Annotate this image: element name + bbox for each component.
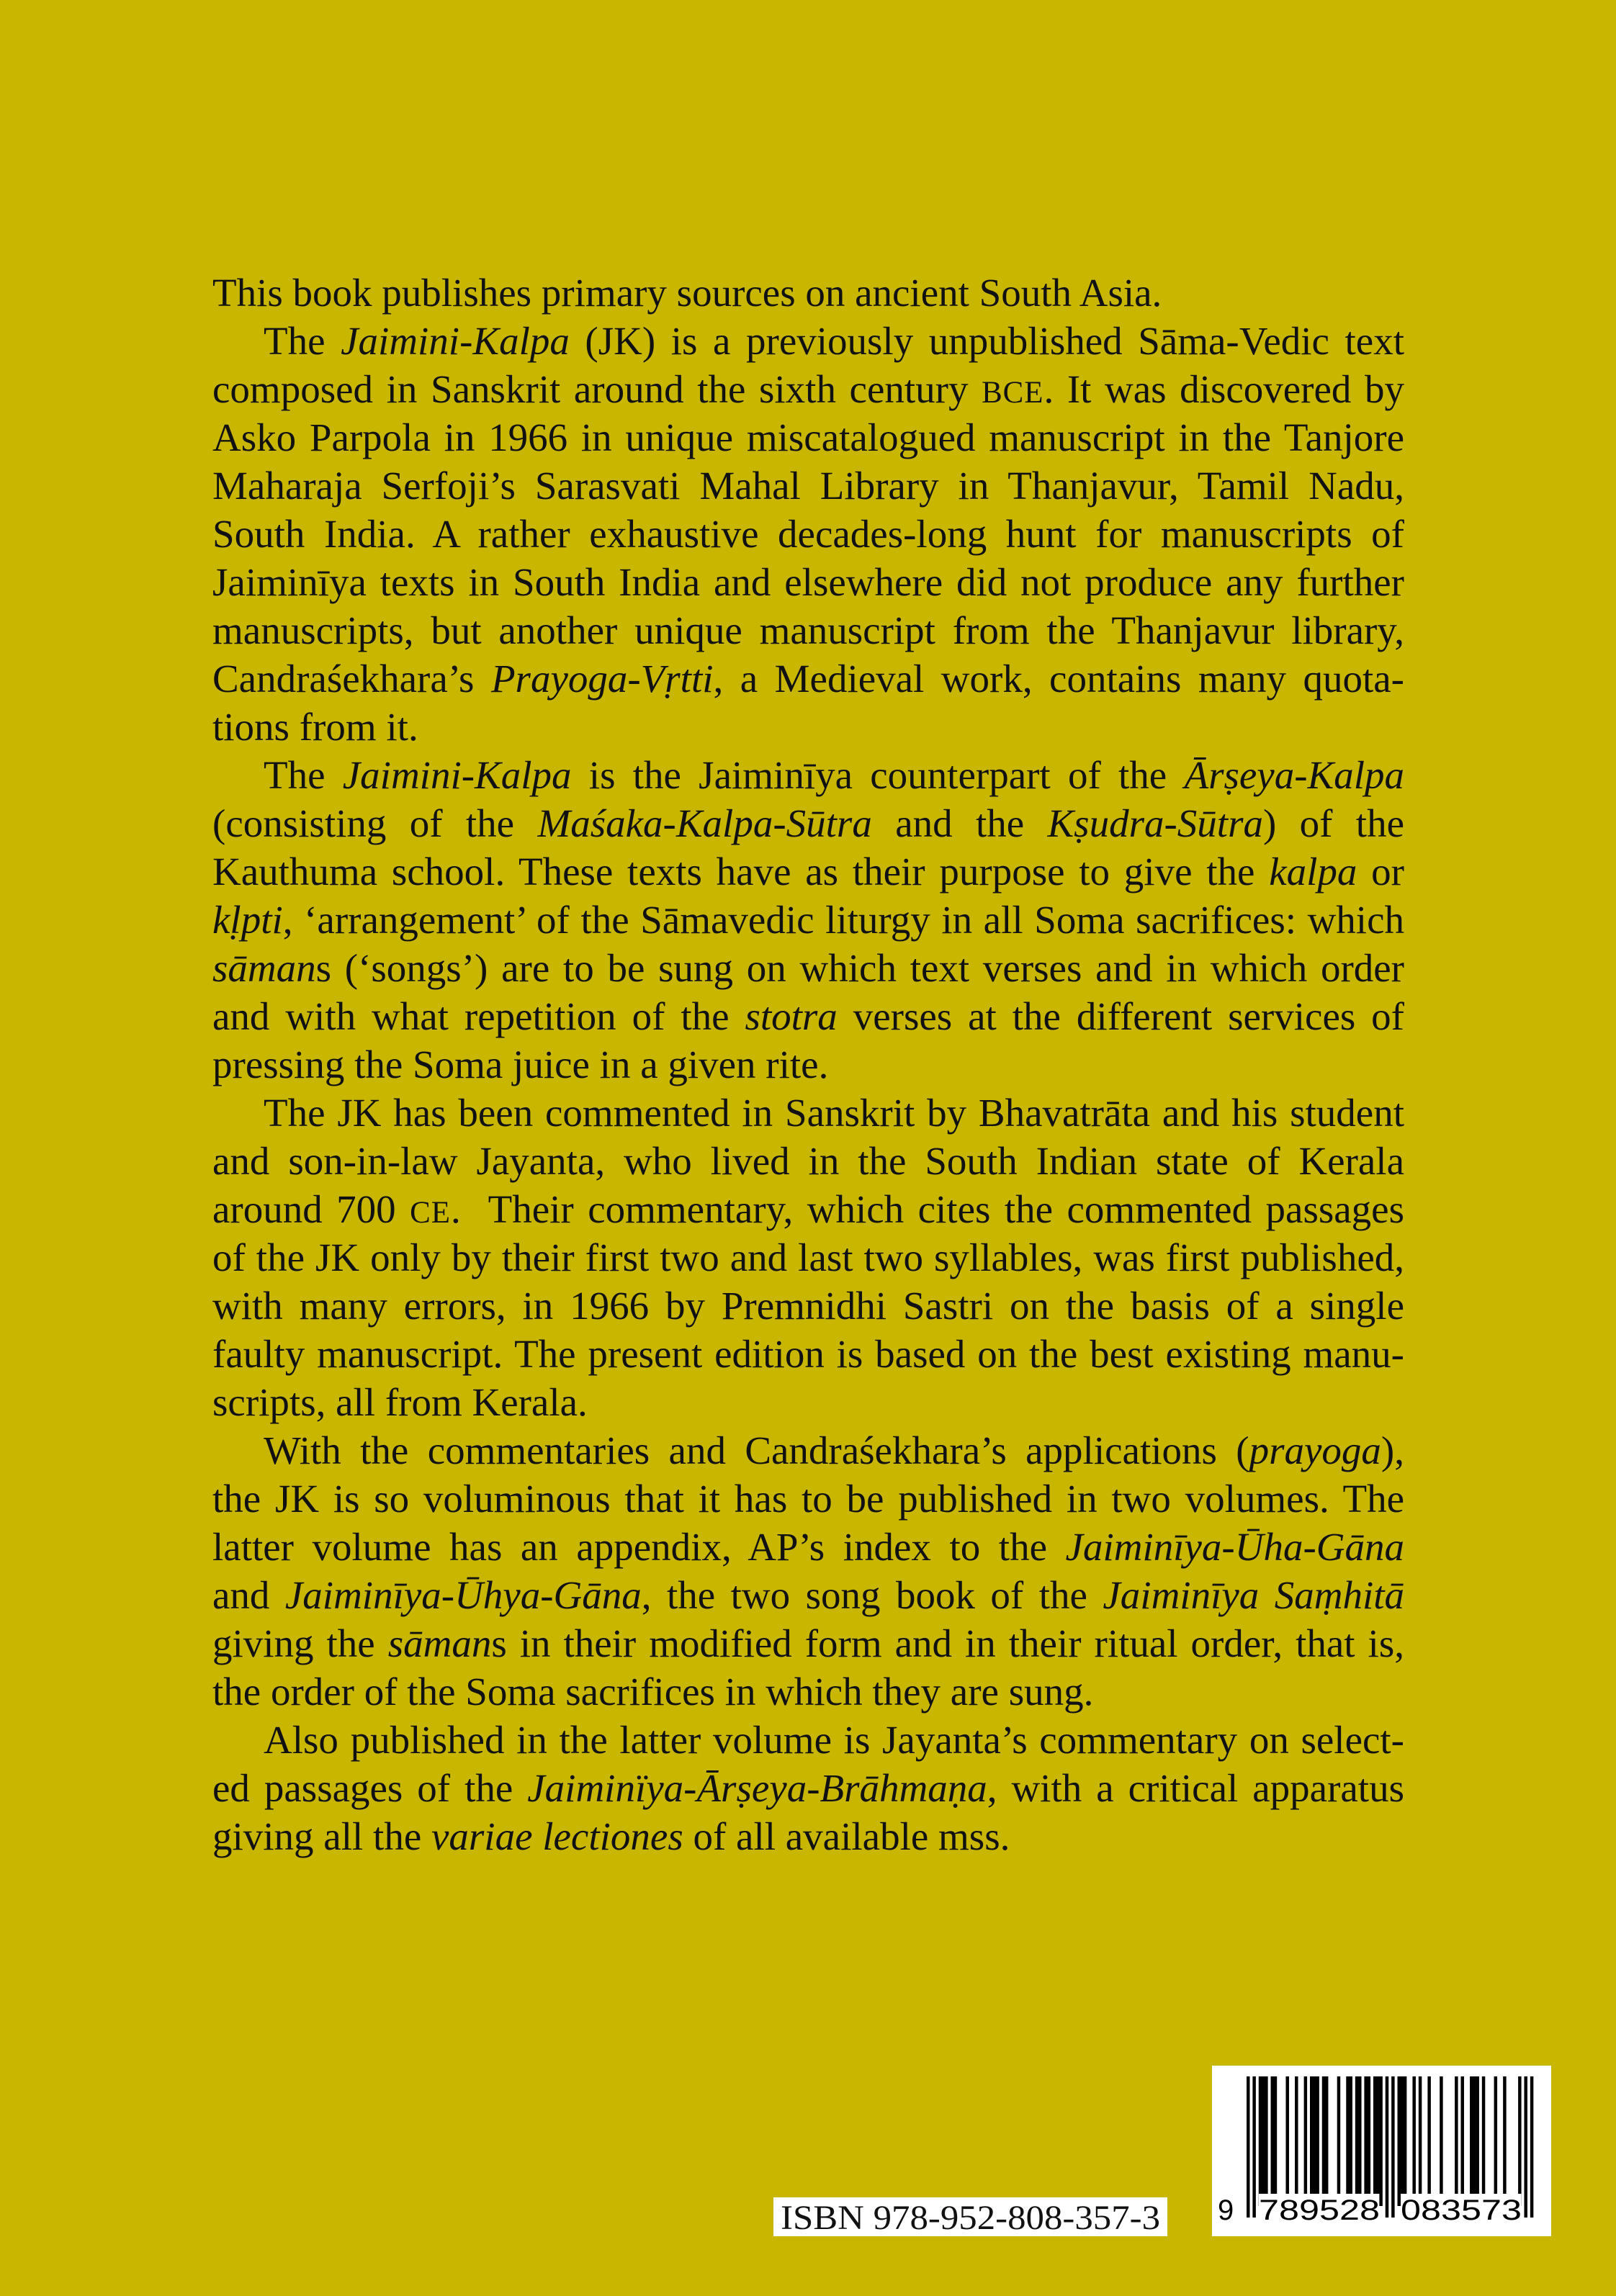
text-line-content: [212, 1137, 1404, 1185]
text-line-content: [212, 1330, 1404, 1378]
text-run: and son-in-law Jayanta, who lived in the South Indian state of Kerala: [212, 1139, 1404, 1183]
text-line: [212, 1619, 1404, 1667]
text-line: [212, 365, 1404, 413]
barcode-bar: [1503, 2076, 1506, 2206]
text-line: [212, 462, 1404, 510]
text-line-content: [212, 269, 1162, 317]
barcode-bar: [1346, 2076, 1349, 2206]
text-line-content: [212, 799, 1404, 847]
text-run: The: [264, 753, 343, 797]
text-run: Candraśekhara’s: [212, 657, 491, 701]
text-line: [212, 1040, 1404, 1089]
text-line: [212, 1667, 1404, 1716]
text-run: , a Medieval work, contains many quota-: [713, 657, 1404, 701]
text-line: [212, 654, 1404, 703]
barcode-bar: [1252, 2076, 1255, 2218]
text-run: South India. A rather exhaustive decades-long hunt for manuscripts of: [212, 512, 1404, 556]
text-line-content: [212, 1764, 1404, 1812]
barcode-bar: [1530, 2076, 1533, 2218]
barcode-bar: [1310, 2076, 1313, 2206]
barcode-bar: [1419, 2076, 1422, 2206]
text-line-content: [264, 751, 1404, 799]
text-run: , with a critical apparatus: [987, 1766, 1404, 1810]
italic-term: kalpa: [1269, 850, 1357, 893]
text-line: [212, 510, 1404, 558]
text-line-content: [212, 1185, 1404, 1237]
text-run: pressing the Soma juice in a given rite.: [212, 1043, 829, 1086]
text-run: verses at the different services of: [837, 994, 1404, 1038]
text-line-content: [264, 317, 1404, 365]
text-run: the order of the Soma sacrifices in which they are sung.: [212, 1670, 1094, 1714]
text-run: giving the: [212, 1621, 388, 1665]
italic-term: stotra: [745, 994, 838, 1038]
text-run: scripts, all from Kerala.: [212, 1380, 588, 1424]
text-run: The JK has been commented in Sanskrit by Bhavatrāta and his student: [264, 1091, 1404, 1135]
barcode-bar: [1440, 2076, 1442, 2206]
text-run: latter volume has an appendix, AP’s index to the: [212, 1525, 1066, 1569]
text-line: [212, 847, 1404, 896]
barcode-bar: [1524, 2076, 1527, 2218]
text-line: [212, 1812, 1404, 1860]
barcode-bar: [1285, 2076, 1288, 2206]
barcode-bar: [1401, 2076, 1404, 2206]
barcode-bar: [1271, 2076, 1274, 2206]
text-run: ),: [1381, 1428, 1404, 1472]
italic-term: variae lectiones: [431, 1814, 683, 1858]
barcode-digit-lead: 9: [1218, 2194, 1234, 2226]
italic-term: Jaiminīya Saṃhitā: [1103, 1573, 1405, 1617]
text-line-content: [212, 1233, 1404, 1282]
text-run: , the two song book of the: [641, 1573, 1103, 1617]
text-line: [212, 606, 1404, 654]
text-line: [212, 1089, 1404, 1137]
barcode-bar: [1262, 2076, 1265, 2206]
italic-term: Jaimini-Kalpa: [342, 753, 572, 797]
text-line-content: [212, 365, 1404, 417]
barcode-bar: [1358, 2076, 1361, 2206]
text-run: around 700: [212, 1187, 410, 1231]
barcode-bar: [1355, 2076, 1358, 2206]
text-run: s (‘songs’) are to be sung on which text verses and in which order: [315, 946, 1404, 990]
barcode-bar: [1476, 2076, 1478, 2206]
barcode-bar: [1304, 2076, 1307, 2206]
text-run: faulty manuscript. The present edition is based on the best existing manu-: [212, 1332, 1404, 1376]
barcode-bar: [1427, 2076, 1430, 2206]
barcode-bar: [1386, 2076, 1388, 2218]
barcode-bar: [1376, 2076, 1379, 2206]
text-run: with many errors, in 1966 by Premnidhi Sastri on the basis of a single: [212, 1284, 1404, 1328]
back-cover-blurb: [212, 269, 1404, 1860]
barcode-bar: [1379, 2076, 1382, 2206]
text-run: (JK) is a previously unpublished Sāma-Vedic text: [569, 319, 1404, 363]
text-line-content: [212, 1523, 1404, 1571]
text-run: This book publishes primary sources on ancient South Asia.: [212, 271, 1162, 315]
small-caps-text: CE: [410, 1196, 451, 1230]
text-run: Kauthuma school. These texts have as their purpose to give the: [212, 850, 1270, 893]
text-run: Asko Parpola in 1966 in unique miscatalogued manuscript in the Tanjore: [212, 415, 1404, 459]
text-line-content: [212, 654, 1404, 703]
text-line: [212, 317, 1404, 365]
barcode-bar: [1470, 2076, 1473, 2206]
text-line-content: [212, 896, 1404, 944]
text-line-content: [212, 1619, 1404, 1667]
text-run: Also published in the latter volume is Jayanta’s commentary on select-: [264, 1718, 1404, 1762]
text-run: of all available mss.: [683, 1814, 1010, 1858]
text-line-content: [212, 1571, 1404, 1619]
barcode-bar: [1295, 2076, 1298, 2206]
small-caps-text: BCE: [982, 376, 1044, 410]
text-run: and the: [871, 801, 1048, 845]
barcode-bar: [1404, 2076, 1406, 2206]
isbn-text: ISBN 978-952-808-357-3: [781, 2199, 1160, 2236]
text-line-content: [212, 703, 418, 751]
text-line-content: [212, 1282, 1404, 1330]
italic-term: Prayoga-Vṛtti: [490, 657, 714, 701]
text-line: [212, 703, 1404, 751]
text-run: is the Jaiminīya counterpart of the: [571, 753, 1185, 797]
text-line-content: [212, 558, 1404, 606]
text-line-content: [212, 944, 1404, 992]
barcode-bar: [1473, 2076, 1476, 2206]
text-line: [212, 896, 1404, 944]
text-line: [212, 1282, 1404, 1330]
text-run: Jaiminīya texts in South India and elsewhere did not produce any further: [212, 560, 1404, 604]
text-run: . Their commentary, which cites the commented passages: [450, 1187, 1404, 1231]
barcode-bar: [1259, 2076, 1262, 2206]
text-line: [212, 1716, 1404, 1764]
barcode-bar: [1518, 2076, 1521, 2206]
text-run: manuscripts, but another unique manuscript from the Thanjavur library,: [212, 608, 1404, 652]
barcode-digits-right: 083573: [1400, 2194, 1522, 2226]
barcode-bar: [1325, 2076, 1328, 2206]
text-line: [212, 1426, 1404, 1475]
barcode-bar: [1337, 2076, 1340, 2206]
italic-term: Ārṣeya-Kalpa: [1184, 753, 1404, 797]
text-line: [212, 1523, 1404, 1571]
text-line-content: [212, 606, 1404, 654]
text-run: , ‘arrangement’ of the Sāmavedic liturgy in all Soma sacrifices: which: [282, 898, 1404, 942]
text-line-content: [212, 1475, 1404, 1523]
text-line-content: [212, 847, 1404, 896]
italic-term: Jaiminīya-Ūha-Gāna: [1065, 1525, 1404, 1569]
text-run: The: [264, 319, 341, 363]
barcode-bar: [1373, 2076, 1376, 2206]
text-run: or: [1357, 850, 1404, 893]
text-run: and with what repetition of the: [212, 994, 745, 1038]
text-line: [212, 1475, 1404, 1523]
barcode-bar: [1313, 2076, 1316, 2206]
text-line: [212, 751, 1404, 799]
italic-term: Maśaka-Kalpa-Sūtra: [537, 801, 872, 845]
text-run: Maharaja Serfoji’s Sarasvati Mahal Library in Thanjavur, Tamil Nadu,: [212, 464, 1404, 508]
text-run: (consisting of the: [212, 801, 538, 845]
text-run: the JK is so voluminous that it has to be published in two volumes. The: [212, 1477, 1404, 1521]
text-line: [212, 1330, 1404, 1378]
italic-term: Jaiminīya-Ūhya-Gāna: [284, 1573, 642, 1617]
italic-term: sāman: [387, 1621, 492, 1665]
barcode-bar: [1322, 2076, 1325, 2206]
barcode-bar: [1460, 2076, 1463, 2206]
text-run: and: [212, 1573, 285, 1617]
isbn-label: [773, 2197, 1167, 2236]
text-line-content: [264, 1426, 1404, 1475]
text-run: With the commentaries and Candraśekhara’s applications (: [264, 1428, 1249, 1472]
text-line: [212, 269, 1404, 317]
barcode-bar: [1316, 2076, 1319, 2206]
text-line-content: [212, 462, 1404, 510]
text-line-content: [212, 1378, 588, 1426]
italic-term: prayoga: [1249, 1428, 1381, 1472]
text-line-content: [212, 1667, 1093, 1716]
italic-term: Jaiminïya-Ārṣeya-Brāhmaṇa: [527, 1766, 987, 1810]
barcode-bar: [1349, 2076, 1352, 2206]
text-run: composed in Sanskrit around the sixth century: [212, 367, 982, 411]
text-line: [212, 1233, 1404, 1282]
barcode-bar: [1482, 2076, 1485, 2206]
text-line-content: [212, 510, 1404, 558]
text-line-content: [212, 1040, 828, 1089]
barcode-bar: [1265, 2076, 1267, 2206]
barcode-bar: [1391, 2076, 1394, 2218]
italic-term: kḷpti: [212, 898, 283, 942]
italic-term: Jaimini-Kalpa: [341, 319, 570, 363]
italic-term: Kṣudra-Sūtra: [1047, 801, 1263, 845]
text-line: [212, 944, 1404, 992]
text-run: s in their modified form and in their ritual order, that is,: [491, 1621, 1404, 1665]
text-line: [212, 1137, 1404, 1185]
text-line: [212, 799, 1404, 847]
text-line-content: [212, 1812, 1010, 1860]
barcode-digits-left: 789528: [1258, 2194, 1380, 2226]
barcode-bar: [1398, 2076, 1401, 2206]
text-line-content: [212, 413, 1404, 462]
barcode-bar: [1247, 2076, 1249, 2218]
barcode-bar: [1494, 2076, 1497, 2206]
italic-term: sāman: [212, 946, 316, 990]
text-run: ) of the: [1262, 801, 1404, 845]
text-line-content: [264, 1716, 1404, 1764]
text-run: tions from it.: [212, 705, 418, 749]
barcode-bar: [1368, 2076, 1370, 2206]
text-line: [212, 1185, 1404, 1233]
barcode-bar: [1412, 2076, 1415, 2206]
barcode: [1212, 2066, 1551, 2236]
text-line: [212, 413, 1404, 462]
text-line: [212, 1571, 1404, 1619]
text-run: . It was discovered by: [1043, 367, 1404, 411]
text-line-content: [264, 1089, 1404, 1137]
text-line-content: [212, 992, 1404, 1040]
text-run: of the JK only by their first two and last two syllables, was first published,: [212, 1235, 1404, 1279]
text-line: [212, 992, 1404, 1040]
barcode-bar: [1364, 2076, 1367, 2206]
text-run: ed passages of the: [212, 1766, 528, 1810]
barcode-bar: [1274, 2076, 1277, 2206]
text-line: [212, 558, 1404, 606]
text-line: [212, 1378, 1404, 1426]
text-line: [212, 1764, 1404, 1812]
barcode-bar: [1455, 2076, 1458, 2206]
text-run: giving all the: [212, 1814, 431, 1858]
